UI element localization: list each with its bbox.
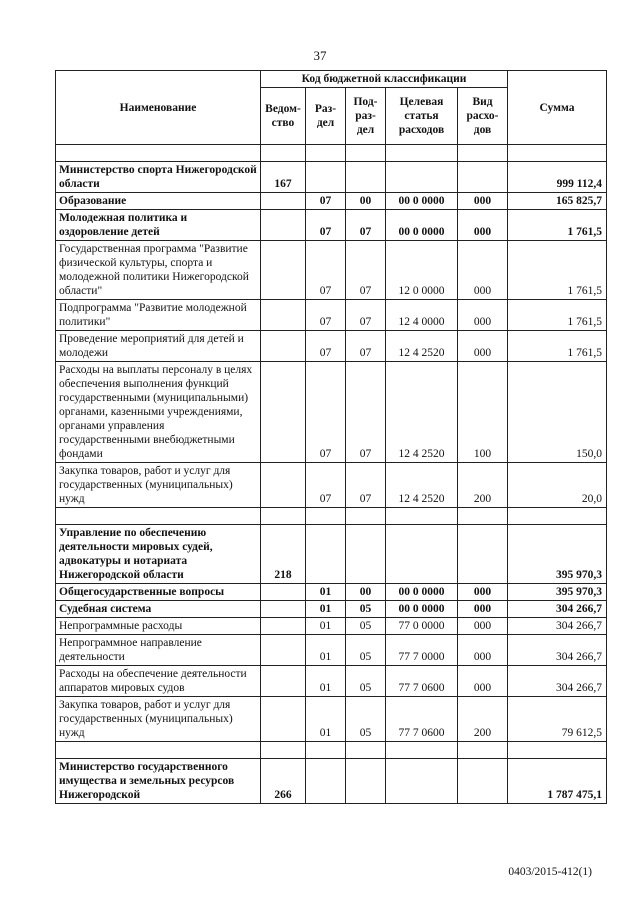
table-row [56, 193, 607, 210]
cell-target: 12 4 2520 [386, 331, 458, 362]
cell-vid: 000 [458, 210, 508, 241]
cell-podrazdel: 07 [346, 210, 386, 241]
empty-cell [346, 145, 386, 162]
cell-vid: 200 [458, 697, 508, 742]
cell-vid: 000 [458, 666, 508, 697]
cell-name: Проведение мероприятий для детей и молодежи [56, 331, 261, 362]
empty-cell [508, 508, 607, 525]
empty-cell [458, 742, 508, 759]
cell-target: 12 4 0000 [386, 300, 458, 331]
cell-vedomstvo: 167 [261, 162, 306, 193]
cell-vedomstvo [261, 697, 306, 742]
cell-name: Непрограммное направление деятельности [56, 635, 261, 666]
cell-podrazdel [346, 759, 386, 804]
cell-name: Управление по обеспечению деятельности мировых судей, адвокатуры и нотариата Нижегородской области [56, 525, 261, 584]
table-row [56, 241, 607, 300]
cell-razdel: 01 [306, 618, 346, 635]
cell-podrazdel: 00 [346, 193, 386, 210]
cell-razdel: 07 [306, 193, 346, 210]
cell-target: 12 0 0000 [386, 241, 458, 300]
cell-podrazdel: 05 [346, 618, 386, 635]
cell-podrazdel: 07 [346, 241, 386, 300]
cell-sum: 165 825,7 [508, 193, 607, 210]
cell-sum: 20,0 [508, 463, 607, 508]
col-header-target: Целевая статья расходов [386, 88, 458, 145]
cell-name: Подпрограмма "Развитие молодежной политики" [56, 300, 261, 331]
table-row [56, 300, 607, 331]
empty-cell [306, 508, 346, 525]
document-code: 0403/2015-412(1) [508, 866, 592, 878]
page-number: 37 [313, 48, 327, 63]
table-body [56, 145, 607, 804]
cell-target: 00 0 0000 [386, 193, 458, 210]
empty-cell [386, 742, 458, 759]
table-row [56, 331, 607, 362]
cell-vedomstvo [261, 362, 306, 463]
cell-vid [458, 759, 508, 804]
table-row [56, 584, 607, 601]
cell-vedomstvo [261, 635, 306, 666]
cell-podrazdel [346, 162, 386, 193]
cell-vedomstvo [261, 241, 306, 300]
empty-cell [56, 508, 261, 525]
cell-vid: 000 [458, 601, 508, 618]
cell-razdel: 01 [306, 584, 346, 601]
cell-target: 12 4 2520 [386, 463, 458, 508]
cell-name: Расходы на выплаты персоналу в целях обеспечения выполнения функций государственными (муниципальными) органами, казенными учреждениями, органами управления государственными внебюджетными фондами [56, 362, 261, 463]
cell-vid: 000 [458, 331, 508, 362]
cell-razdel: 07 [306, 300, 346, 331]
spacer-row [56, 508, 607, 525]
col-header-vid: Вид расхо-дов [458, 88, 508, 145]
cell-razdel [306, 162, 346, 193]
cell-target: 00 0 0000 [386, 210, 458, 241]
cell-vid: 000 [458, 193, 508, 210]
cell-razdel: 07 [306, 210, 346, 241]
budget-table [55, 70, 607, 804]
cell-sum: 1 761,5 [508, 331, 607, 362]
col-header-razdel: Раз-дел [306, 88, 346, 145]
col-header-code-group: Код бюджетной классификации [261, 71, 508, 88]
cell-sum: 79 612,5 [508, 697, 607, 742]
empty-cell [261, 742, 306, 759]
cell-vid: 000 [458, 241, 508, 300]
cell-podrazdel: 07 [346, 362, 386, 463]
cell-sum: 1 761,5 [508, 300, 607, 331]
cell-target [386, 525, 458, 584]
cell-vid [458, 162, 508, 193]
cell-sum: 304 266,7 [508, 666, 607, 697]
cell-target: 77 0 0000 [386, 618, 458, 635]
cell-vid: 000 [458, 635, 508, 666]
cell-target: 77 7 0600 [386, 666, 458, 697]
col-header-name: Наименование [56, 71, 261, 145]
cell-vedomstvo [261, 463, 306, 508]
table-row [56, 362, 607, 463]
cell-target [386, 162, 458, 193]
cell-vedomstvo [261, 331, 306, 362]
cell-vedomstvo [261, 210, 306, 241]
cell-name: Расходы на обеспечение деятельности аппаратов мировых судов [56, 666, 261, 697]
spacer-row [56, 742, 607, 759]
cell-name: Закупка товаров, работ и услуг для государственных (муниципальных) нужд [56, 697, 261, 742]
cell-vid: 000 [458, 584, 508, 601]
empty-cell [458, 145, 508, 162]
cell-name: Государственная программа "Развитие физической культуры, спорта и молодежной политики Нижегородской области" [56, 241, 261, 300]
cell-name: Общегосударственные вопросы [56, 584, 261, 601]
empty-cell [56, 742, 261, 759]
cell-podrazdel: 05 [346, 697, 386, 742]
empty-cell [56, 145, 261, 162]
cell-target: 00 0 0000 [386, 601, 458, 618]
cell-target: 77 7 0000 [386, 635, 458, 666]
cell-name: Судебная система [56, 601, 261, 618]
empty-cell [346, 508, 386, 525]
cell-razdel: 07 [306, 331, 346, 362]
cell-vid: 100 [458, 362, 508, 463]
cell-sum: 999 112,4 [508, 162, 607, 193]
cell-vid [458, 525, 508, 584]
cell-target: 00 0 0000 [386, 584, 458, 601]
cell-name: Министерство спорта Нижегородской области [56, 162, 261, 193]
col-header-podrazdel: Под-раз-дел [346, 88, 386, 145]
cell-vedomstvo: 266 [261, 759, 306, 804]
cell-name: Министерство государственного имущества и земельных ресурсов Нижегородской [56, 759, 261, 804]
table-row [56, 618, 607, 635]
empty-cell [458, 508, 508, 525]
cell-vedomstvo [261, 601, 306, 618]
table-row [56, 210, 607, 241]
cell-vedomstvo [261, 193, 306, 210]
cell-vedomstvo [261, 618, 306, 635]
table-row [56, 601, 607, 618]
table-row [56, 525, 607, 584]
cell-razdel: 01 [306, 601, 346, 618]
cell-name: Образование [56, 193, 261, 210]
cell-podrazdel: 00 [346, 584, 386, 601]
cell-podrazdel: 05 [346, 601, 386, 618]
cell-sum: 1 761,5 [508, 210, 607, 241]
cell-sum: 304 266,7 [508, 618, 607, 635]
cell-vid: 200 [458, 463, 508, 508]
cell-sum: 150,0 [508, 362, 607, 463]
cell-podrazdel: 07 [346, 463, 386, 508]
col-header-vedomstvo: Ведом-ство [261, 88, 306, 145]
cell-name: Непрограммные расходы [56, 618, 261, 635]
table-row [56, 666, 607, 697]
cell-sum: 1 787 475,1 [508, 759, 607, 804]
cell-target [386, 759, 458, 804]
cell-podrazdel: 07 [346, 300, 386, 331]
cell-razdel [306, 759, 346, 804]
table-row [56, 162, 607, 193]
cell-vedomstvo [261, 300, 306, 331]
table-row [56, 463, 607, 508]
cell-razdel: 01 [306, 697, 346, 742]
cell-vid: 000 [458, 618, 508, 635]
cell-razdel: 07 [306, 362, 346, 463]
cell-sum: 1 761,5 [508, 241, 607, 300]
cell-target: 12 4 2520 [386, 362, 458, 463]
empty-cell [261, 145, 306, 162]
cell-vedomstvo [261, 666, 306, 697]
cell-name: Молодежная политика и оздоровление детей [56, 210, 261, 241]
empty-cell [508, 145, 607, 162]
empty-cell [386, 508, 458, 525]
cell-razdel: 01 [306, 635, 346, 666]
cell-razdel: 07 [306, 463, 346, 508]
cell-sum: 395 970,3 [508, 584, 607, 601]
cell-vedomstvo [261, 584, 306, 601]
cell-sum: 304 266,7 [508, 601, 607, 618]
cell-sum: 304 266,7 [508, 635, 607, 666]
empty-cell [261, 508, 306, 525]
empty-cell [346, 742, 386, 759]
empty-cell [386, 145, 458, 162]
empty-cell [306, 742, 346, 759]
cell-podrazdel: 05 [346, 666, 386, 697]
cell-vid: 000 [458, 300, 508, 331]
cell-sum: 395 970,3 [508, 525, 607, 584]
cell-podrazdel [346, 525, 386, 584]
col-header-sum: Сумма [508, 71, 607, 145]
cell-target: 77 7 0600 [386, 697, 458, 742]
table-row [56, 697, 607, 742]
cell-razdel: 07 [306, 241, 346, 300]
empty-cell [508, 742, 607, 759]
cell-podrazdel: 07 [346, 331, 386, 362]
table-row [56, 635, 607, 666]
spacer-row [56, 145, 607, 162]
table-row [56, 759, 607, 804]
cell-name: Закупка товаров, работ и услуг для государственных (муниципальных) нужд [56, 463, 261, 508]
cell-vedomstvo: 218 [261, 525, 306, 584]
cell-razdel [306, 525, 346, 584]
cell-razdel: 01 [306, 666, 346, 697]
empty-cell [306, 145, 346, 162]
cell-podrazdel: 05 [346, 635, 386, 666]
